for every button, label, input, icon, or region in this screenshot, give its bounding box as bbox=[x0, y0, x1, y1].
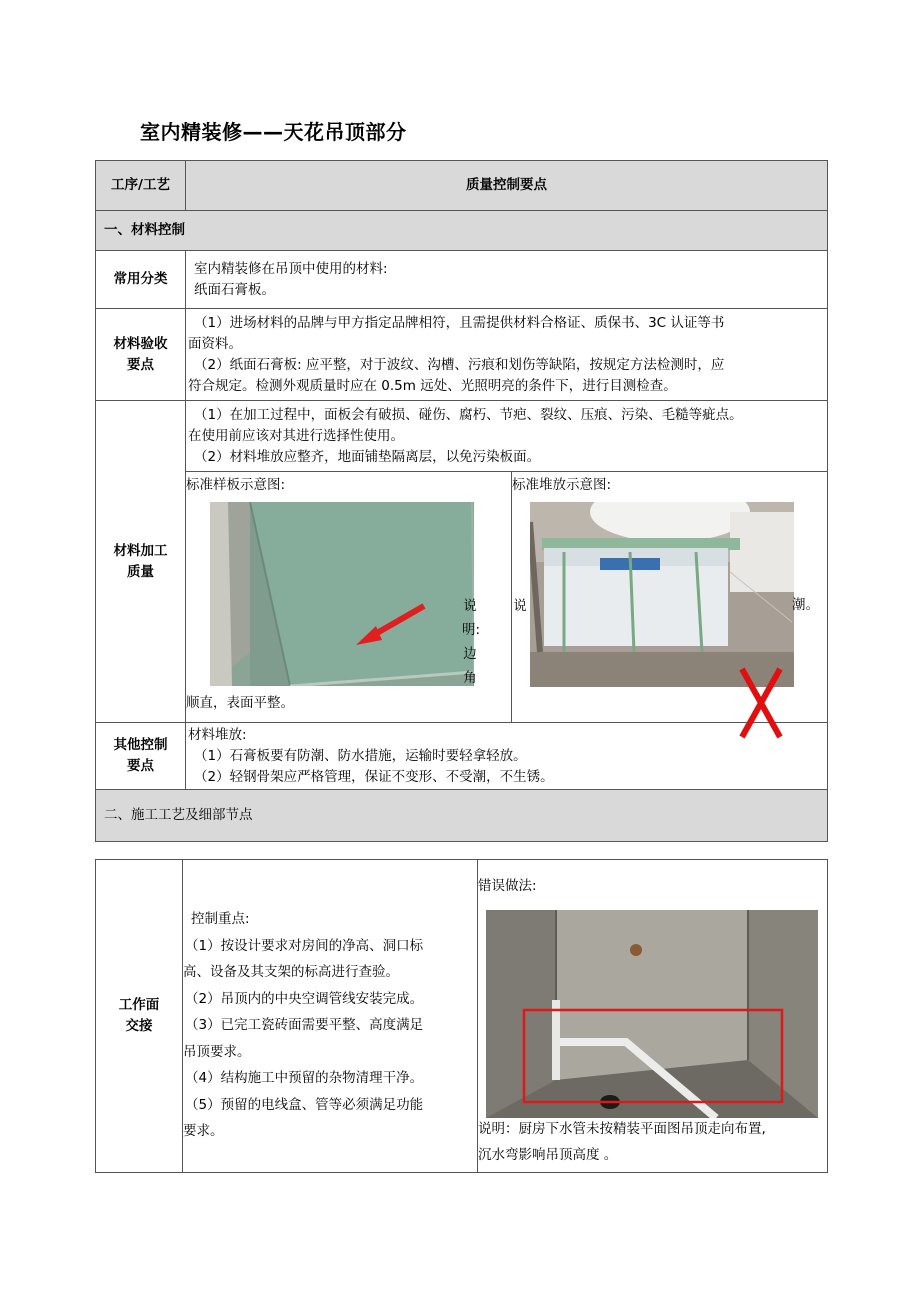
row-processing-photos bbox=[96, 472, 828, 723]
text-line: （2）轻钢骨架应严格管理，保证不变形、不受潮，不生锈。 bbox=[194, 769, 554, 785]
gypsum-board-photo bbox=[210, 502, 474, 686]
label-line: 要点 bbox=[127, 356, 154, 373]
section-row bbox=[96, 211, 828, 251]
row-acceptance bbox=[96, 309, 828, 401]
label-line: 材料加工 bbox=[113, 542, 168, 559]
sample-photo-cell bbox=[186, 472, 512, 723]
row-content bbox=[186, 309, 828, 401]
photo-note: 沉水弯影响吊顶高度 。 bbox=[478, 1147, 618, 1163]
row-content bbox=[186, 251, 828, 309]
text-line: （5）预留的电线盒、管等必须满足功能 bbox=[185, 1096, 424, 1113]
photo-caption: 标准堆放示意图: bbox=[512, 477, 612, 493]
stacking-photo-cell bbox=[512, 472, 828, 723]
wrong-practice-cell bbox=[478, 860, 828, 1173]
note-char: 说 bbox=[513, 598, 527, 614]
row-label bbox=[96, 309, 186, 401]
row-label bbox=[96, 723, 186, 790]
row-label bbox=[96, 401, 186, 723]
text-line: （4）结构施工中预留的杂物清理干净。 bbox=[185, 1070, 424, 1086]
photo-note: 潮。 bbox=[792, 597, 819, 613]
page-title: 室内精装修——天花吊顶部分 bbox=[140, 120, 407, 144]
text-line: 控制重点: bbox=[191, 911, 250, 927]
text-line: 在使用前应该对其进行选择性使用。 bbox=[188, 428, 404, 444]
section-title-process: 二、施工工艺及细部节点 bbox=[96, 790, 828, 842]
photo-caption: 标准样板示意图: bbox=[186, 477, 286, 493]
label-line: 其他控制 bbox=[113, 737, 168, 753]
note-char: 边 bbox=[463, 646, 477, 662]
text-line: 符合规定。检测外观质量时应在 0.5m 远处、光照明亮的条件下，进行目测检查。 bbox=[188, 378, 677, 394]
quality-control-table bbox=[95, 160, 828, 842]
text-line: （3）已完工瓷砖面需要平整、高度满足 bbox=[185, 1017, 424, 1033]
label-line: 材料验收 bbox=[113, 335, 168, 352]
wrong-cross-icon bbox=[738, 665, 784, 741]
text-line: 室内精装修在吊顶中使用的材料: bbox=[194, 261, 388, 277]
text-line: （1）进场材料的品牌与甲方指定品牌相符，且需提供材料合格证、质保书、3C 认证等书 bbox=[194, 315, 725, 331]
row-content bbox=[186, 723, 828, 790]
row-category bbox=[96, 251, 828, 309]
photo-note: 说明：厨房下水管未按精装平面图吊顶走向布置, bbox=[478, 1121, 766, 1137]
section-title-materials: 一、材料控制 bbox=[96, 211, 828, 251]
text-line: 高、设备及其支架的标高进行查验。 bbox=[183, 964, 399, 980]
label-line: 要点 bbox=[127, 758, 154, 774]
row-label bbox=[96, 860, 183, 1173]
text-line: （1）按设计要求对房间的净高、洞口标 bbox=[185, 937, 424, 954]
text-line: （1）石膏板要有防潮、防水措施，运输时要轻拿轻放。 bbox=[194, 748, 527, 764]
text-line: 面资料。 bbox=[188, 336, 242, 352]
text-line: （1）在加工过程中，面板会有破损、碰伤、腐朽、节疤、裂纹、压痕、污染、毛糙等疵点。 bbox=[194, 407, 743, 423]
stacking-photo bbox=[530, 502, 794, 687]
row-label: 常用分类 bbox=[96, 251, 186, 309]
note-char: 说 bbox=[463, 598, 477, 614]
interface-table bbox=[95, 859, 828, 1173]
note-char: 角 bbox=[463, 670, 477, 686]
table-header-row bbox=[96, 161, 828, 211]
drain-pipe-photo bbox=[486, 910, 818, 1118]
text-line: 纸面石膏板。 bbox=[194, 282, 275, 298]
text-line: 材料堆放: bbox=[188, 727, 247, 743]
header-process: 工序/工艺 bbox=[96, 161, 186, 211]
row-processing-text bbox=[96, 401, 828, 472]
interface-content bbox=[183, 860, 478, 1173]
text-line: （2）材料堆放应整齐，地面铺垫隔离层，以免污染板面。 bbox=[194, 449, 541, 465]
text-line: （2）吊顶内的中央空调管线安装完成。 bbox=[185, 990, 424, 1007]
photo-note: 顺直，表面平整。 bbox=[186, 695, 294, 711]
header-quality-points: 质量控制要点 bbox=[186, 161, 828, 211]
label-line: 质量 bbox=[127, 563, 154, 580]
section-row bbox=[96, 790, 828, 842]
note-char: 明: bbox=[462, 622, 481, 638]
label-line: 工作面 bbox=[118, 997, 160, 1013]
photo-caption: 错误做法: bbox=[478, 878, 537, 894]
text-line: （2）纸面石膏板: 应平整，对于波纹、沟槽、污痕和划伤等缺陷，按规定方法检测时，应 bbox=[194, 357, 725, 373]
text-line: 要求。 bbox=[183, 1123, 224, 1139]
row-other bbox=[96, 723, 828, 790]
label-line: 交接 bbox=[125, 1018, 153, 1034]
row-content bbox=[186, 401, 828, 472]
row-interface bbox=[96, 860, 828, 1173]
text-line: 吊顶要求。 bbox=[183, 1043, 251, 1060]
